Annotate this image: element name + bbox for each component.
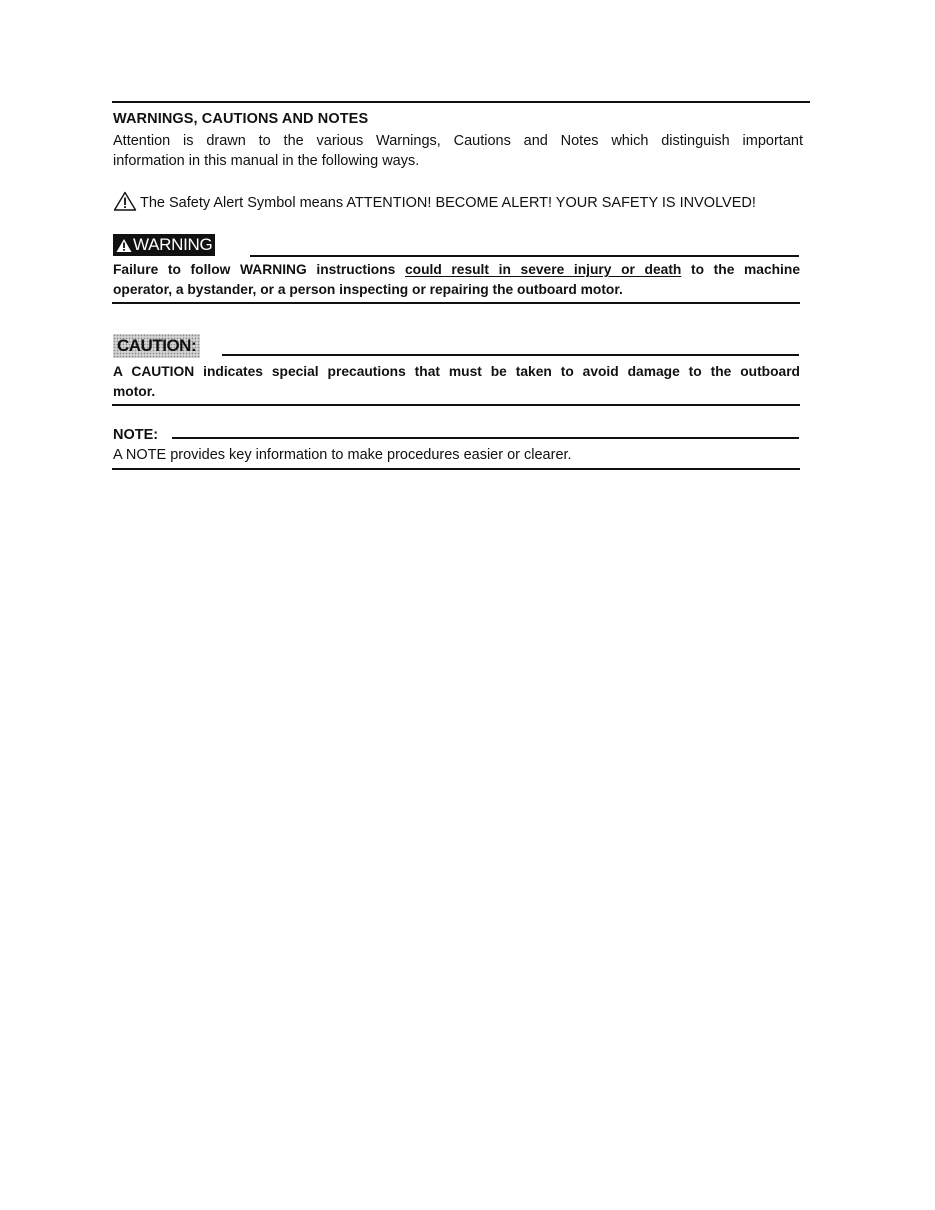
warning-triangle-icon [116, 238, 132, 253]
warning-paragraph [113, 260, 800, 300]
safety-alert-statement [113, 191, 803, 214]
caution-line: A CAUTION indicates special precautions that must be taken to avoid damage to the outboard [113, 364, 800, 379]
caution-paragraph [113, 362, 800, 402]
caution-header-rule [222, 354, 799, 356]
safety-alert-text: The Safety Alert Symbol means ATTENTION! BECOME ALERT! YOUR SAFETY IS INVOLVED! [140, 195, 756, 211]
intro-line: Attention is drawn to the various Warnings, Cautions and Notes which distinguish important [113, 133, 803, 149]
caution-label-badge: CAUTION: [113, 334, 200, 358]
warning-text-part: to the machine [681, 262, 800, 277]
note-header-rule [172, 437, 799, 439]
warning-label-badge [113, 234, 215, 256]
note-label: NOTE: [113, 427, 159, 443]
caution-line: motor. [113, 384, 156, 399]
section-heading: WARNINGS, CAUTIONS AND NOTES [113, 111, 369, 127]
caution-bottom-rule [112, 404, 800, 406]
warning-line: operator, a bystander, or a person inspecting or repairing the outboard motor. [113, 282, 623, 297]
intro-line: information in this manual in the following ways. [113, 153, 420, 169]
top-divider [112, 101, 810, 103]
warning-emphasis: could result in severe injury or death [404, 262, 682, 277]
warning-label: WARNING [133, 235, 213, 254]
warning-line [113, 260, 800, 280]
warning-header-rule [250, 255, 799, 257]
intro-paragraph [113, 131, 803, 171]
warning-bottom-rule [112, 302, 800, 304]
warning-text-part: Failure to follow WARNING instructions [113, 262, 405, 277]
note-paragraph: A NOTE provides key information to make procedures easier or clearer. [113, 447, 572, 463]
note-bottom-rule [112, 468, 800, 470]
warning-triangle-icon [113, 191, 137, 211]
